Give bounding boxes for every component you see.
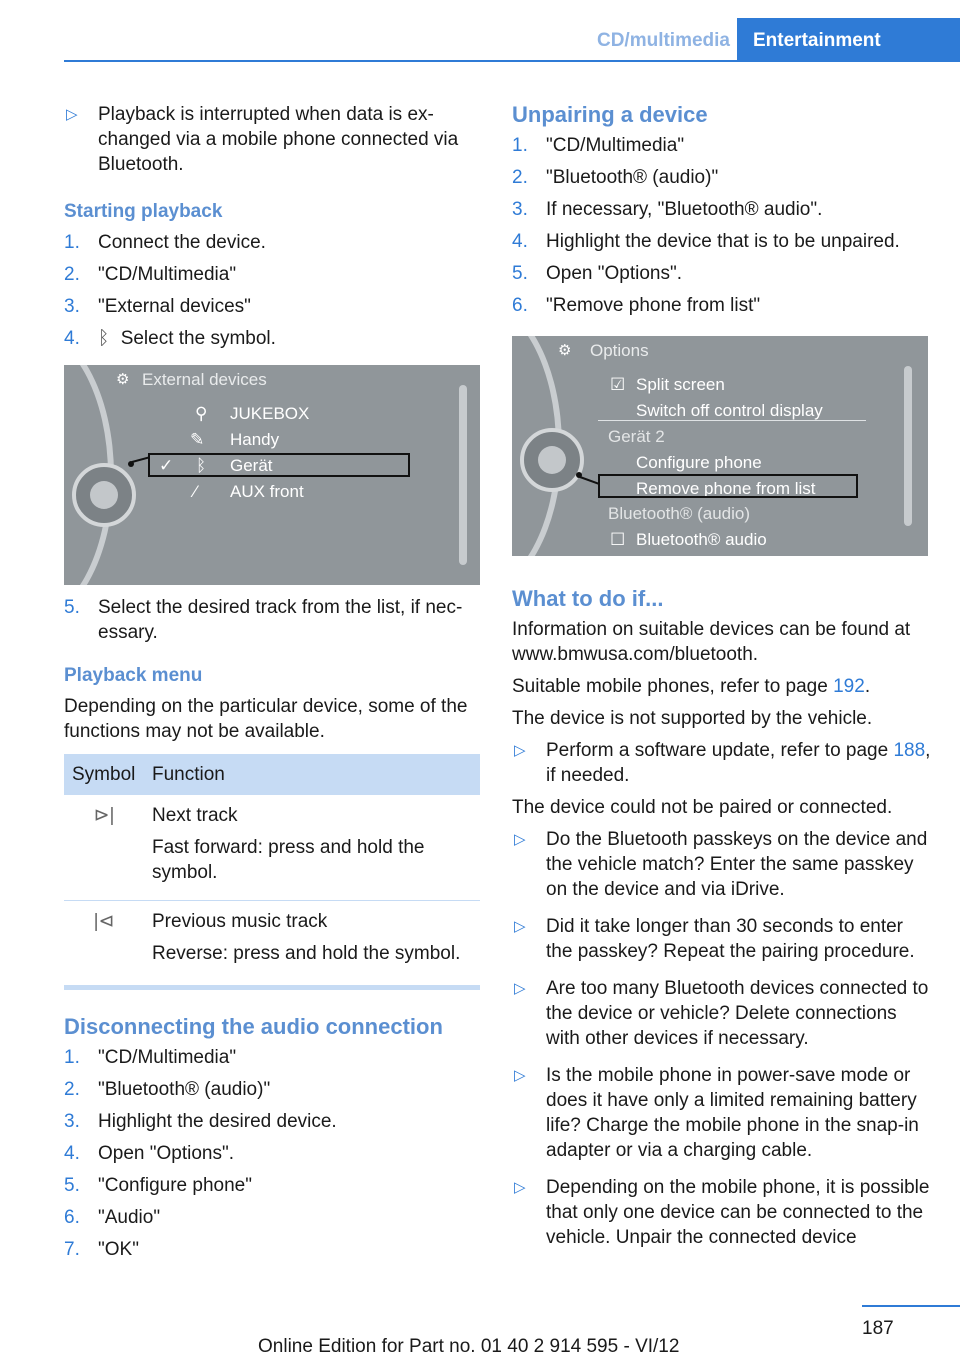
- playback-functions-table: [64, 754, 480, 981]
- unpairing-steps: [512, 133, 932, 318]
- step-text: "OK": [98, 1239, 139, 1260]
- menu-item-switch-off-display: Switch off control display: [636, 401, 823, 420]
- not-paired-paragraph: The device could not be paired or connected.: [512, 797, 893, 818]
- table-row: [64, 901, 480, 982]
- step-number: 4.: [64, 328, 80, 349]
- step-text: Open "Options".: [546, 263, 683, 284]
- bullet-triangle-icon: ▷: [514, 980, 526, 997]
- step-number: 6.: [64, 1207, 80, 1228]
- phone-icon: ✎: [190, 430, 205, 449]
- list-item: [512, 133, 932, 158]
- list-item: [64, 1109, 482, 1134]
- step-text: Open "Options".: [98, 1143, 235, 1164]
- menu-item-handy: Handy: [230, 430, 280, 449]
- step-text: "CD/Multimedia": [546, 135, 685, 156]
- page-link-188[interactable]: 188: [893, 740, 926, 761]
- list-item: ▷ Is the mobile phone in power-save mode or does it have only a limited remaining battery life? Charge the mobile phone in the snap-in adapter or via a charging cable.: [514, 1065, 919, 1161]
- menu-group-bluetooth-audio: Bluetooth® (audio): [608, 504, 751, 523]
- page-link-192[interactable]: 192: [833, 676, 865, 697]
- header-rule: [64, 60, 960, 62]
- settings-icon: ⚙: [558, 342, 572, 359]
- starting-playback-steps: [64, 230, 482, 351]
- function-line: Next track: [152, 805, 238, 826]
- options-screen: [512, 336, 928, 556]
- function-line: Reverse: press and hold the symbol.: [152, 943, 461, 964]
- step-number: 2.: [512, 167, 528, 188]
- step-number: 7.: [64, 1239, 80, 1260]
- footer-rule: [862, 1305, 960, 1307]
- step-text: Connect the device.: [98, 232, 266, 253]
- screen-title: Options: [590, 341, 649, 360]
- function-line: Fast forward: press and hold the symbol.: [152, 837, 425, 883]
- list-item: [512, 165, 932, 190]
- menu-item-jukebox: JUKEBOX: [230, 404, 310, 423]
- step-number: 3.: [64, 296, 80, 317]
- table-header-row: [64, 754, 480, 795]
- intro-bullet: [64, 102, 482, 177]
- step-text: "CD/Multimedia": [98, 264, 237, 285]
- list-item: [64, 1141, 482, 1166]
- list-item: [64, 1045, 482, 1070]
- step-number: 1.: [512, 135, 528, 156]
- bullet-triangle-icon: ▷: [514, 831, 526, 848]
- aux-icon: ⁄: [194, 482, 197, 501]
- list-item: ▷ Did it take longer than 30 seconds to enter the passkey? Repeat the pairing procedure.: [514, 916, 915, 962]
- list-item: [64, 294, 482, 319]
- col-function-header: Function: [144, 754, 480, 795]
- step-text: "Audio": [98, 1207, 161, 1228]
- chapter-tab: Entertainment: [737, 18, 960, 61]
- step-number: 6.: [512, 295, 528, 316]
- step-number: 4.: [512, 231, 528, 252]
- external-devices-screen: [64, 365, 480, 585]
- left-column: [64, 102, 482, 1269]
- step-text: Highlight the desired device.: [98, 1111, 337, 1132]
- col-symbol-header: Symbol: [64, 754, 144, 795]
- step-text: Select the desired track from the list, if necessary.: [98, 597, 463, 643]
- playback-menu-heading: Playback menu: [64, 665, 203, 686]
- menu-item-aux-front: AUX front: [230, 482, 304, 501]
- bullet-triangle-icon: ▷: [514, 918, 526, 935]
- playback-menu-text: Depending on the particular device, some of the functions may not be available.: [64, 696, 468, 742]
- function-cell: [144, 901, 480, 982]
- leader-line: [580, 476, 599, 485]
- highlight-frame: [598, 474, 858, 498]
- list-item: ▷ Are too many Bluetooth devices connected to the device or vehicle? Delete connections with other devices if necessary.: [514, 978, 929, 1049]
- step-number: 5.: [64, 1175, 80, 1196]
- step-number: 1.: [64, 232, 80, 253]
- list-item: [64, 595, 482, 645]
- starting-playback-heading: Starting playback: [64, 201, 223, 222]
- software-update-bullet: ▷ Perform a software update, refer to page 188, if needed.: [514, 740, 931, 786]
- list-item: [512, 197, 932, 222]
- usb-icon: ⚲: [195, 404, 208, 423]
- bullet-text: Playback is interrupted when data is exchanged via a mobile phone connected via Bluetooth.: [98, 104, 459, 175]
- right-scroll-bar: [904, 366, 912, 526]
- right-scroll-bar: [459, 385, 467, 565]
- checkbox-icon: ☐: [610, 530, 626, 549]
- menu-item-gerat: Gerät: [230, 456, 273, 475]
- not-supported-paragraph: The device is not supported by the vehicle.: [512, 708, 873, 729]
- info-paragraph: Information on suitable devices can be found at www.bmwusa.com/bluetooth.: [512, 619, 911, 665]
- bluetooth-symbol-icon: ᛒ: [98, 328, 110, 349]
- menu-item-split-screen: Split screen: [636, 375, 725, 394]
- bluetooth-icon: ᛒ: [196, 456, 207, 475]
- function-line: Previous music track: [152, 911, 328, 932]
- step-number: 2.: [64, 1079, 80, 1100]
- list-item: [64, 1077, 482, 1102]
- list-item: [512, 261, 932, 286]
- step-text: "Bluetooth® (audio)": [98, 1079, 271, 1100]
- table-row: [64, 795, 480, 901]
- starting-playback-step5: [64, 595, 482, 645]
- step-number: 4.: [64, 1143, 80, 1164]
- controller-knob-icon: [520, 428, 584, 492]
- menu-group-gerat-2: Gerät 2: [608, 427, 665, 446]
- menu-item-configure-phone: Configure phone: [636, 453, 762, 472]
- step-number: 2.: [64, 264, 80, 285]
- function-cell: [144, 795, 480, 901]
- edition-note: Online Edition for Part no. 01 40 2 914 595 - VI/12: [258, 1336, 680, 1357]
- step-number: 3.: [512, 199, 528, 220]
- list-item: [64, 1237, 482, 1262]
- disconnecting-steps: [64, 1045, 482, 1262]
- section-title: CD/multimedia: [596, 30, 730, 51]
- list-item: [64, 1205, 482, 1230]
- previous-track-icon: |⊲: [93, 911, 115, 932]
- leader-dot: [128, 461, 134, 467]
- menu-divider: [598, 420, 866, 421]
- page-header: [0, 0, 960, 62]
- menu-item-bluetooth-audio: Bluetooth® audio: [636, 530, 767, 549]
- table-bottom-rule: [64, 985, 480, 990]
- settings-icon: ⚙: [116, 371, 130, 388]
- leader-line: [132, 456, 150, 463]
- list-item: [512, 293, 932, 318]
- what-to-do-heading: What to do if...: [512, 586, 664, 611]
- step-text: "Configure phone": [98, 1175, 252, 1196]
- bullet-triangle-icon: ▷: [66, 106, 78, 123]
- menu-item-remove-phone: Remove phone from list: [636, 479, 816, 498]
- step-number: 1.: [64, 1047, 80, 1068]
- list-item: [64, 230, 482, 255]
- step-text: Highlight the device that is to be unpaired.: [546, 231, 900, 252]
- list-item: ▷ Do the Bluetooth passkeys on the device and the vehicle match? Enter the same passkey on the device and via iDrive.: [514, 829, 928, 900]
- leader-dot: [576, 472, 582, 478]
- screen-title: External devices: [142, 370, 267, 389]
- list-item: [512, 229, 932, 254]
- split-screen-icon: ☑: [610, 375, 626, 394]
- check-icon: ✓: [159, 456, 174, 475]
- highlight-frame: [148, 453, 410, 477]
- step-text: If necessary, "Bluetooth® audio".: [546, 199, 823, 220]
- bullet-triangle-icon: ▷: [514, 1067, 526, 1084]
- list-item: [64, 1173, 482, 1198]
- right-column: [512, 102, 932, 1262]
- step-number: 3.: [64, 1111, 80, 1132]
- bullet-triangle-icon: ▷: [514, 1179, 526, 1196]
- step-text: "External devices": [98, 296, 251, 317]
- disconnecting-heading: Disconnecting the audio connection: [64, 1014, 443, 1039]
- step-number: 5.: [512, 263, 528, 284]
- unpairing-heading: Unpairing a device: [512, 102, 708, 127]
- next-track-icon: ⊳|: [64, 795, 144, 901]
- step-number: 5.: [64, 597, 80, 618]
- step-text: "CD/Multimedia": [98, 1047, 237, 1068]
- list-item: [64, 262, 482, 287]
- step-text: Select the symbol.: [120, 328, 276, 349]
- list-item: ▷ Depending on the mobile phone, it is possible that only one device can be connected to the vehicle. Unpair the connected device: [514, 1177, 930, 1248]
- step-text: "Remove phone from list": [546, 295, 761, 316]
- bullet-triangle-icon: ▷: [514, 742, 526, 759]
- page-number: 187: [862, 1318, 894, 1339]
- step-text: "Bluetooth® (audio)": [546, 167, 719, 188]
- suitable-phones-paragraph: Suitable mobile phones, refer to page 192.: [512, 676, 871, 697]
- list-item: [64, 326, 482, 351]
- controller-knob-icon: [72, 463, 136, 527]
